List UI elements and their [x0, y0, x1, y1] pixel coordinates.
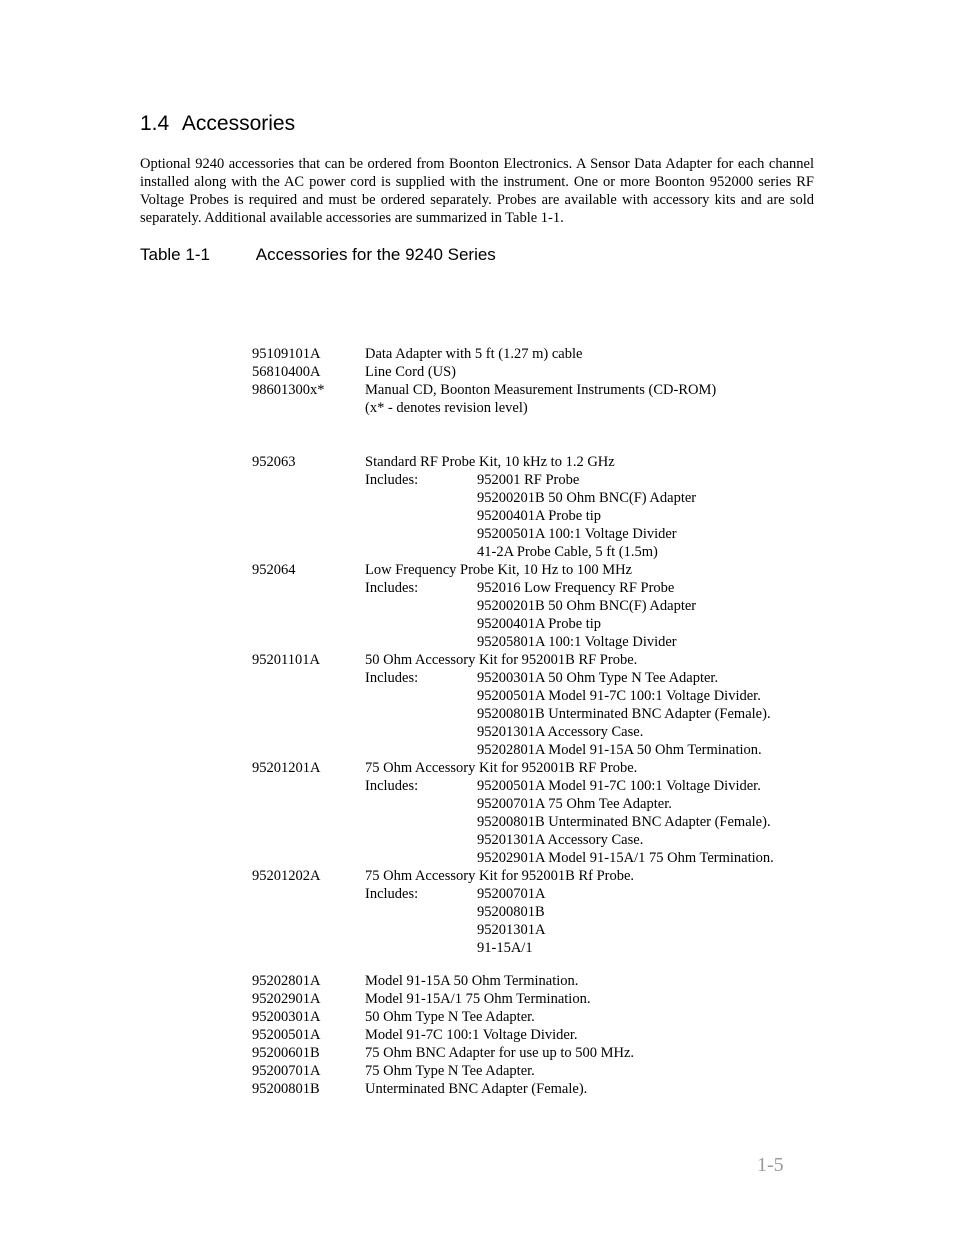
part-number: 95200601B: [252, 1045, 320, 1061]
part-description: Model 91-15A 50 Ohm Termination.: [365, 973, 579, 989]
kit-item: 95202801A Model 91-15A 50 Ohm Termination.: [477, 742, 762, 758]
kit-description: Low Frequency Probe Kit, 10 Hz to 100 MHz: [365, 562, 632, 578]
section-title: Accessories: [181, 112, 296, 135]
kit-item: 41-2A Probe Cable, 5 ft (1.5m): [477, 544, 658, 560]
part-description: Manual CD, Boonton Measurement Instruments (CD-ROM): [365, 382, 717, 398]
part-number: 95201101A: [252, 652, 320, 668]
kit-item: 95200401A Probe tip: [477, 616, 602, 632]
kit-item: 952016 Low Frequency RF Probe: [477, 580, 675, 596]
table-title: Accessories for the 9240 Series: [255, 245, 496, 264]
includes-label: Includes:: [365, 778, 419, 794]
part-number: 95200301A: [252, 1009, 321, 1025]
kit-item: 95200201B 50 Ohm BNC(F) Adapter: [477, 598, 697, 614]
section-heading: [140, 112, 295, 136]
part-description: Unterminated BNC Adapter (Female).: [365, 1081, 588, 1097]
section-number: 1.4: [140, 112, 170, 135]
kit-item: 95200701A 75 Ohm Tee Adapter.: [477, 796, 672, 812]
part-number: 95201202A: [252, 868, 321, 884]
part-description: Data Adapter with 5 ft (1.27 m) cable: [365, 346, 583, 362]
part-number: 952064: [252, 562, 296, 578]
part-description: 75 Ohm BNC Adapter for use up to 500 MHz.: [365, 1045, 635, 1061]
kit-item: 95200801B: [477, 904, 545, 920]
table-caption: [140, 245, 496, 265]
kit-item: 95201301A: [477, 922, 546, 938]
kit-item: 95200801B Unterminated BNC Adapter (Female).: [477, 706, 771, 722]
part-description: 50 Ohm Type N Tee Adapter.: [365, 1009, 535, 1025]
kit-item: 95202901A Model 91-15A/1 75 Ohm Termination.: [477, 850, 774, 866]
kit-description: 50 Ohm Accessory Kit for 952001B RF Probe.: [365, 652, 638, 668]
kit-description: 75 Ohm Accessory Kit for 952001B RF Probe.: [365, 760, 638, 776]
includes-label: Includes:: [365, 670, 419, 686]
kit-description: Standard RF Probe Kit, 10 kHz to 1.2 GHz: [365, 454, 615, 470]
kit-item: 95200701A: [477, 886, 546, 902]
kit-item: 95200801B Unterminated BNC Adapter (Female).: [477, 814, 771, 830]
page-number: 1-5: [757, 1154, 784, 1176]
kit-item: 91-15A/1: [477, 940, 533, 956]
part-description: 75 Ohm Type N Tee Adapter.: [365, 1063, 535, 1079]
kit-item: 95205801A 100:1 Voltage Divider: [477, 634, 677, 650]
part-number: 952063: [252, 454, 296, 470]
part-number: 95202801A: [252, 973, 321, 989]
kit-item: 95200401A Probe tip: [477, 508, 602, 524]
part-number: 95109101A: [252, 346, 321, 362]
kit-item: 95201301A Accessory Case.: [477, 832, 644, 848]
includes-label: Includes:: [365, 472, 419, 488]
kit-item: 95200501A Model 91-7C 100:1 Voltage Divider.: [477, 688, 761, 704]
kit-item: 952001 RF Probe: [477, 472, 580, 488]
part-number: 95201201A: [252, 760, 321, 776]
part-number: 95200801B: [252, 1081, 320, 1097]
includes-label: Includes:: [365, 886, 419, 902]
part-description: Model 91-15A/1 75 Ohm Termination.: [365, 991, 591, 1007]
includes-label: Includes:: [365, 580, 419, 596]
part-number: 95200501A: [252, 1027, 321, 1043]
kit-description: 75 Ohm Accessory Kit for 952001B Rf Probe.: [365, 868, 635, 884]
part-description: Line Cord (US): [365, 364, 457, 380]
kit-item: 95200201B 50 Ohm BNC(F) Adapter: [477, 490, 697, 506]
kit-item: 95200301A 50 Ohm Type N Tee Adapter.: [477, 670, 719, 686]
part-description: (x* - denotes revision level): [365, 400, 528, 416]
table-label: Table 1-1: [140, 245, 210, 264]
part-description: Model 91-7C 100:1 Voltage Divider.: [365, 1027, 578, 1043]
part-number: 95202901A: [252, 991, 321, 1007]
part-number: 95200701A: [252, 1063, 321, 1079]
kit-item: 95200501A Model 91-7C 100:1 Voltage Divider.: [477, 778, 761, 794]
kit-item: 95200501A 100:1 Voltage Divider: [477, 526, 677, 542]
intro-paragraph: Optional 9240 accessories that can be ordered from Boonton Electronics. A Sensor Data Adapter for each channel installed along with the AC power cord is supplied with the instrument. One or more Boonton 952000 series RF Voltage Probes is required and must be ordered separately. Probes are available with accessory kits and are sold separately. Additional available accessories are summarized in Table 1-1.: [140, 156, 814, 226]
part-number: 56810400A: [252, 364, 321, 380]
kit-item: 95201301A Accessory Case.: [477, 724, 644, 740]
part-number: 98601300x*: [252, 382, 325, 398]
